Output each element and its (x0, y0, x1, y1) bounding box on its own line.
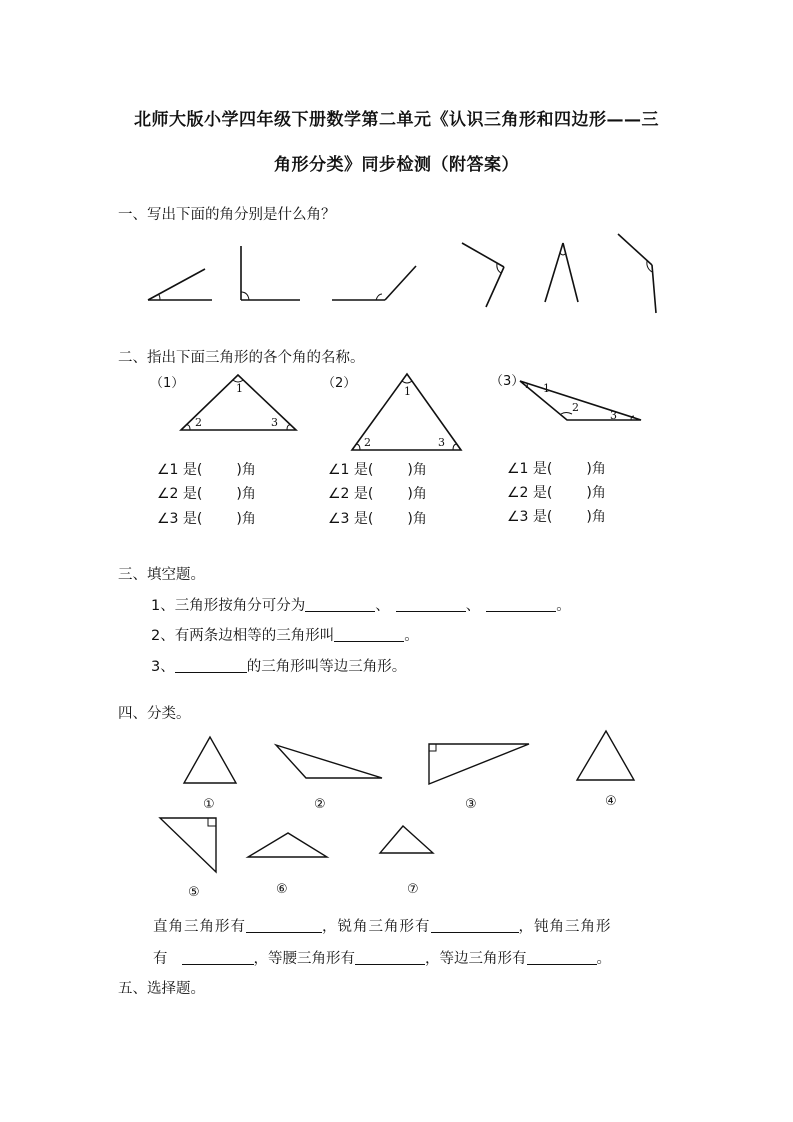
classify-shape-2 (276, 745, 382, 778)
classify-sentence-1: 直角三角形有 ，锐角三角形有 ，钝角三角形 (153, 919, 612, 935)
tri2-angle-2-label: 2 (364, 436, 371, 449)
classify-sentence-2: 有 ，等腰三角形有 ，等边三角形有 。 (153, 951, 611, 967)
tri1-angle-1-label: 1 (236, 382, 243, 395)
blank-isosceles-triangles[interactable] (355, 950, 425, 965)
blank-2[interactable] (334, 627, 404, 642)
blank-1a[interactable] (305, 597, 375, 612)
angle-figure-2 (241, 246, 300, 300)
triangle-3-label: （3） (490, 374, 525, 389)
section-5-heading: 五、选择题。 (118, 981, 205, 997)
angle-figure-1 (148, 269, 212, 300)
shape-number-4: ④ (605, 794, 617, 809)
blank-right-triangles[interactable] (246, 918, 322, 933)
shape-number-3: ③ (465, 797, 477, 812)
fill-in-question-3: 3、 的三角形叫等边三角形。 (151, 659, 407, 675)
classify-shape-4 (577, 731, 634, 780)
tri3-angle-3-label: 3 (610, 409, 617, 422)
classify-shape-6 (248, 833, 327, 857)
blank-acute-triangles[interactable] (431, 918, 519, 933)
shape-number-2: ② (314, 797, 326, 812)
triangle-2-label: （2） (322, 376, 357, 391)
classify-shape-3 (429, 744, 529, 784)
page-title-line-2: 角形分类》同步检测（附答案） (274, 155, 519, 175)
shape-number-1: ① (203, 797, 215, 812)
answer-row: ∠3 是( )角 (507, 509, 606, 525)
blank-1b[interactable] (396, 597, 466, 612)
section-1-heading: 一、写出下面的角分别是什么角？ (118, 207, 336, 223)
answer-row: ∠2 是( )角 (157, 486, 256, 502)
blank-equilateral-triangles[interactable] (527, 950, 597, 965)
section-3-heading: 三、填空题。 (118, 567, 205, 583)
angle-figure-6 (618, 234, 656, 313)
answer-row: ∠2 是( )角 (507, 485, 606, 501)
tri2-angle-1-label: 1 (404, 385, 411, 398)
blank-obtuse-triangles[interactable] (182, 950, 254, 965)
shape-number-5: ⑤ (188, 885, 200, 900)
section-4-heading: 四、分类。 (118, 706, 191, 722)
triangle-1-label: （1） (150, 376, 185, 391)
page-title-line-1: 北师大版小学四年级下册数学第二单元《认识三角形和四边形——三 (134, 110, 659, 130)
blank-3[interactable] (175, 658, 247, 673)
classify-shape-1 (184, 737, 236, 783)
shape-number-7: ⑦ (407, 882, 419, 897)
answer-row: ∠1 是( )角 (507, 461, 606, 477)
section-2-heading: 二、指出下面三角形的各个角的名称。 (118, 350, 365, 366)
angle-figure-5 (545, 243, 578, 302)
answer-row: ∠3 是( )角 (157, 511, 256, 527)
tri1-angle-3-label: 3 (271, 416, 278, 429)
answer-row: ∠3 是( )角 (328, 511, 427, 527)
answer-row: ∠1 是( )角 (157, 462, 256, 478)
tri3-angle-2-label: 2 (572, 401, 579, 414)
tri2-angle-3-label: 3 (438, 436, 445, 449)
fill-in-question-1: 1、三角形按角分可分为 、 、 。 (151, 598, 571, 614)
tri1-angle-2-label: 2 (195, 416, 202, 429)
angle-figure-3 (332, 266, 416, 300)
shape-number-6: ⑥ (276, 882, 288, 897)
answer-row: ∠2 是( )角 (328, 486, 427, 502)
fill-in-question-2: 2、有两条边相等的三角形叫 。 (151, 628, 419, 644)
blank-1c[interactable] (486, 597, 556, 612)
answer-row: ∠1 是( )角 (328, 462, 427, 478)
tri3-angle-1-label: 1 (543, 382, 550, 395)
angle-figure-4 (462, 243, 504, 307)
triangle-q2-3 (520, 381, 641, 420)
classify-shape-5 (160, 818, 216, 872)
classify-shape-7 (380, 826, 433, 853)
